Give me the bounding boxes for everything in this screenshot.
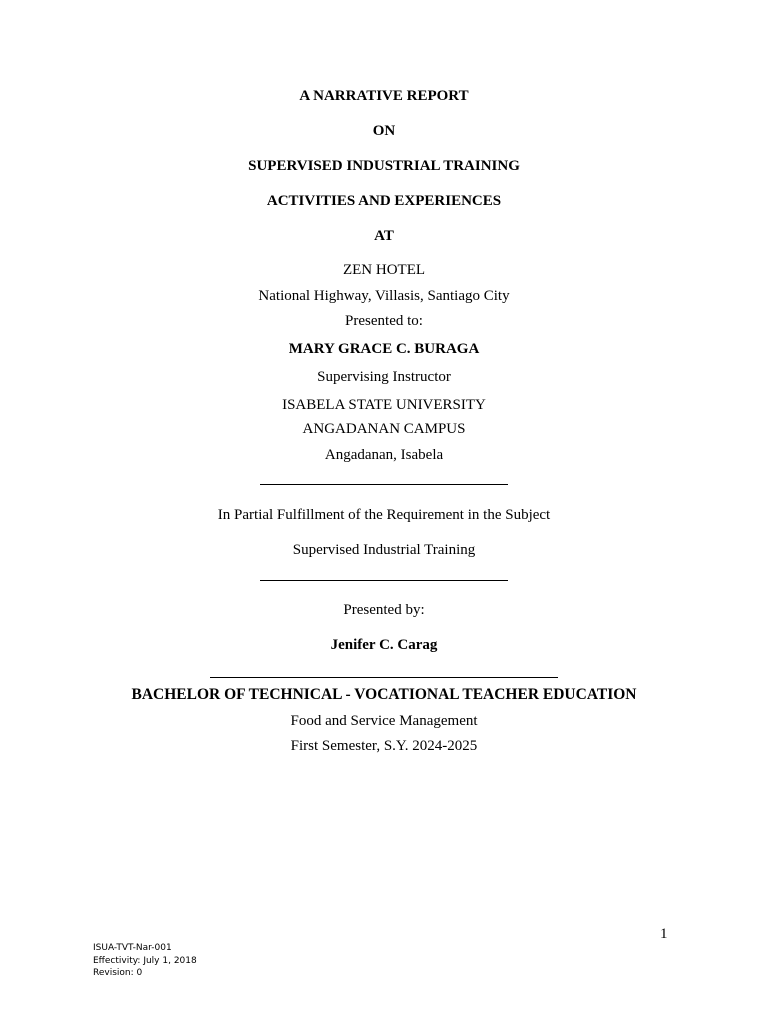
degree-program: BACHELOR OF TECHNICAL - VOCATIONAL TEACHER EDUCATION [131,686,637,703]
fulfillment-text: In Partial Fulfillment of the Requirement in the Subject [217,507,551,523]
report-title-line-5: AT [374,228,394,244]
divider-line [260,484,508,485]
document-footer [93,942,197,980]
campus-name: ANGADANAN CAMPUS [302,421,466,437]
campus-location: Angadanan, Isabela [324,447,444,463]
divider-line [210,677,558,678]
presented-by-label: Presented by: [343,602,425,618]
report-title-line-1: A NARRATIVE REPORT [299,88,469,104]
instructor-name: MARY GRACE C. BURAGA [288,341,480,357]
instructor-role: Supervising Instructor [317,369,451,385]
footer-doc-code: ISUA-TVT-Nar-001 [93,943,172,953]
major-field: Food and Service Management [290,713,478,729]
footer-revision: Revision: 0 [93,968,143,978]
page-number: 1 [660,926,668,942]
report-title-line-2: ON [372,123,396,139]
report-title-line-3: SUPERVISED INDUSTRIAL TRAINING [248,158,520,174]
company-address: National Highway, Villasis, Santiago City [258,288,510,304]
subject-name: Supervised Industrial Training [292,542,476,558]
footer-effectivity: Effectivity: July 1, 2018 [93,955,197,966]
company-name: ZEN HOTEL [342,262,426,278]
university-name: ISABELA STATE UNIVERSITY [282,397,486,413]
report-title-line-4: ACTIVITIES AND EXPERIENCES [266,193,502,209]
semester-school-year: First Semester, S.Y. 2024-2025 [290,738,478,754]
divider-line [260,580,508,581]
student-name: Jenifer C. Carag [330,637,438,653]
presented-to-label: Presented to: [345,313,423,329]
